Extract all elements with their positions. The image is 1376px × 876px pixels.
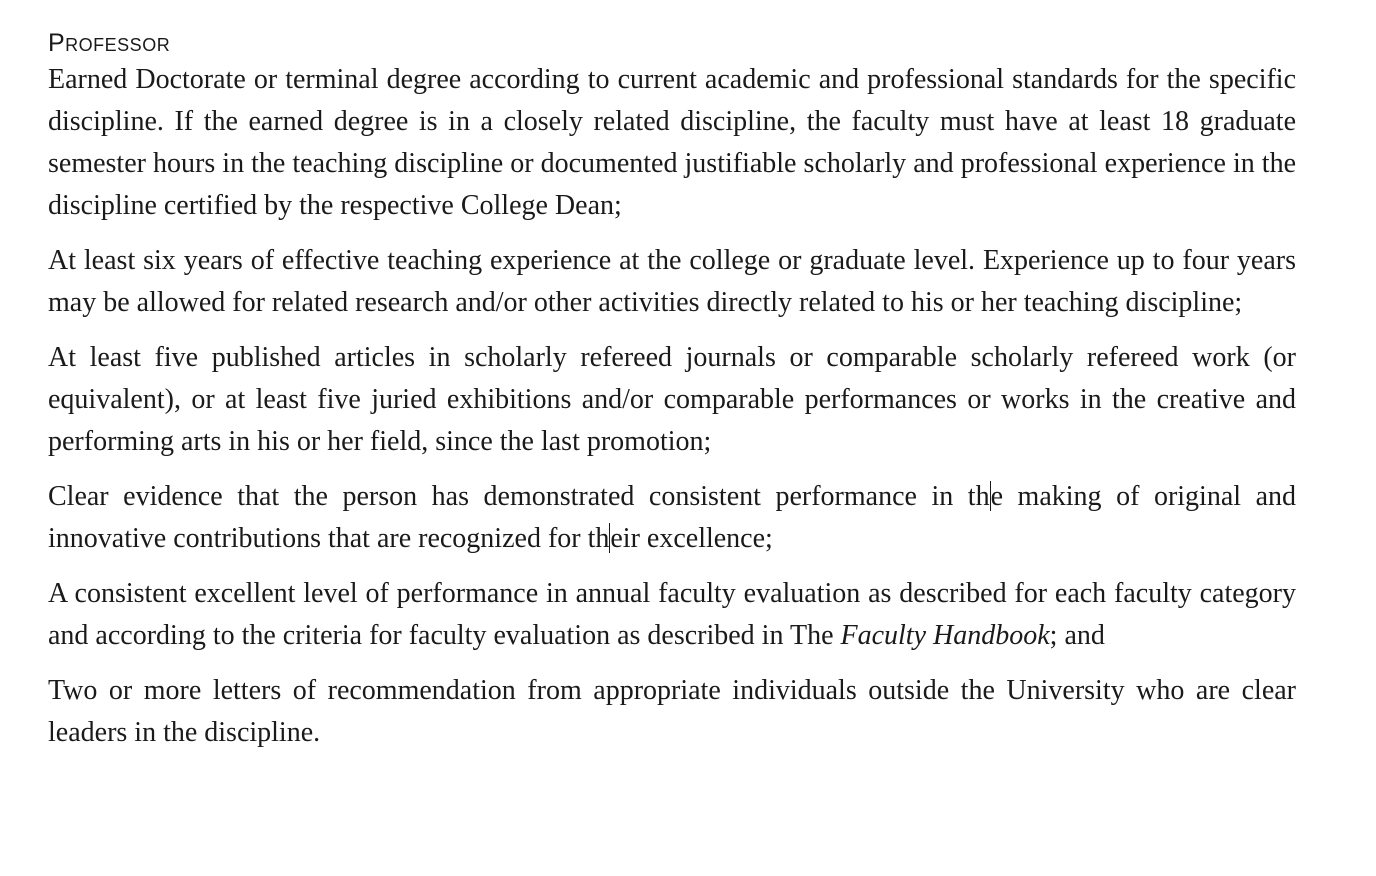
paragraph-text-segment: e making of original and innovative contributions that are recognized for th	[48, 481, 1297, 554]
requirement-paragraph-contributions	[48, 476, 1296, 560]
section-heading: Professor	[48, 29, 171, 57]
paragraph-text-segment: A consistent excellent level of performance in annual faculty evaluation as described for each faculty category and according to the criteria for faculty evaluation as described in The	[48, 578, 1296, 651]
requirement-paragraph-teaching-experience: At least six years of effective teaching experience at the college or graduate level. Experience up to four years may be allowed for related research and/or other activities directly related to his or her teaching discipline;	[48, 245, 1296, 318]
document-page	[48, 26, 1296, 767]
requirement-paragraph-evaluation	[48, 573, 1296, 657]
paragraph-text-segment: ; and	[1049, 620, 1105, 651]
requirement-paragraph-recommendations: Two or more letters of recommendation from appropriate individuals outside the University who are clear leaders in the discipline.	[48, 675, 1296, 748]
requirement-paragraph-degree: Earned Doctorate or terminal degree according to current academic and professional standards for the specific discipline. If the earned degree is in a closely related discipline, the faculty must have at least 18 graduate semester hours in the teaching discipline or documented justifiable scholarly and professional experience in the discipline certified by the respective College Dean;	[48, 64, 1296, 221]
paragraph-text-segment: eir excellence;	[610, 523, 773, 554]
paragraph-text-segment: Clear evidence that the person has demonstrated consistent performance in th	[48, 481, 990, 512]
handbook-title: Faculty Handbook	[840, 620, 1050, 651]
requirement-paragraph-publications: At least five published articles in scholarly refereed journals or comparable scholarly refereed work (or equivalent), or at least five juried exhibitions and/or comparable performances or works in the creative and performing arts in his or her field, since the last promotion;	[48, 342, 1296, 457]
